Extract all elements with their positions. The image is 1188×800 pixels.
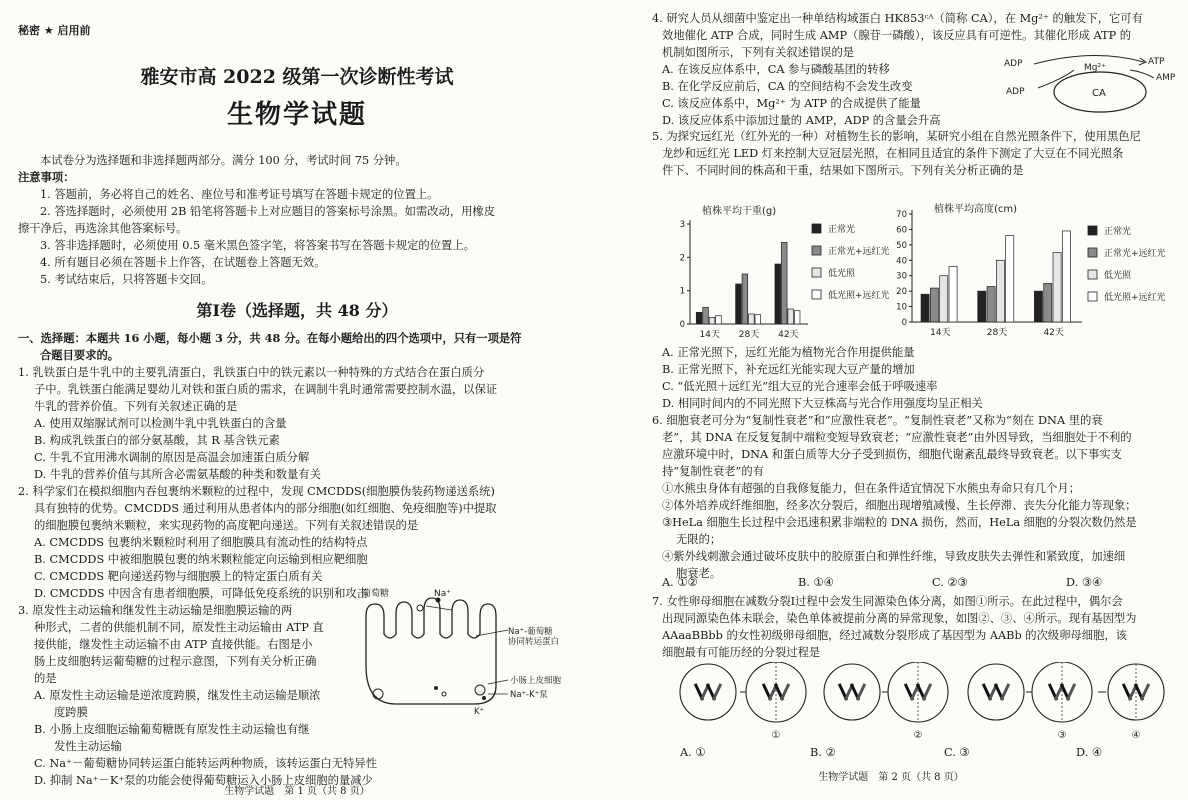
q3-option-a: A. 原发性主动运输是逆浓度跨膜，继发性主动运输是顺浓 [34,689,321,702]
q6-statement-4: 胞衰老。 [676,567,722,580]
q1-option-d: D. 牛乳的营养价值与其所含必需氨基酸的种类和数量有关 [34,468,321,481]
q1-stem: 子中。乳铁蛋白能满足婴幼儿对铁和蛋白质的需求，在调制牛乳时通常需要控制水温，以保证 [34,383,498,396]
q6-statement-3: ③HeLa 细胞生长过程中会迅速积累非端粒的 DNA 损伤，然而，HeLa 细胞的分裂次数仍然是 [662,516,1137,529]
dry-weight-chart [662,200,894,346]
bar-正常光 [921,294,929,322]
cell [824,664,880,720]
q3-stem: 种形式，二者的供能机制不同，原发性主动运输由 ATP 直 [34,621,324,634]
figure-label: ① [771,730,781,741]
epithelial-cell-outline [366,598,496,704]
notes-heading: 注意事项： [18,170,75,184]
figure-label: ② [913,730,923,741]
bar-低光照 [940,276,948,322]
q7-stem: 出现同源染色体未联会，染色单体被提前分离的异常现象，如图②、③、④所示。现有基因型为 [662,612,1137,625]
exam-title: 雅安市高 2022 级第一次诊断性考试 [140,66,454,88]
q4-mechanism-diagram [1004,48,1182,120]
y-tick-label: 2 [679,253,685,264]
label-cell: 小肠上皮细胞 [510,676,562,686]
q4-stem: 效地催化 ATP 合成，同时生成 AMP（腺苷一磷酸），该反应具有可逆性。其催化形成 ATP 的 [662,29,1132,42]
q3-cell-diagram [356,586,582,718]
legend-label: 低光照+远红光 [1104,293,1166,303]
q1-option-b: B. 构成乳铁蛋白的部分氨基酸，其 R 基含铁元素 [34,434,280,447]
q5-option-b: B. 正常光照下，补充远红光能实现大豆产量的增加 [662,363,915,376]
x-tick-label: 14天 [699,330,720,340]
q3-stem: 3. 原发性主动运输和继发性主动运输是细胞膜运输的两 [18,604,293,617]
label-mg: Mg²⁺ [1084,63,1106,73]
label-cotransporter: Na⁺-葡萄糖 [508,627,553,637]
q5-stem: 件下、不同时间的株高和干重，结果如下图所示。下列有关分析正确的是 [662,164,1024,177]
bar-低光照 [1053,253,1061,322]
q6-stem: 应激环境中时，DNA 和蛋白质等大分子受到损伤，细胞代谢紊乱最终导致衰老。以下事实支 [662,448,1122,461]
q7-stem: 细胞最有可能历经的分裂过程是 [662,646,821,659]
y-tick-label: 1 [679,286,685,297]
x-tick-label: 28天 [738,330,760,340]
q2-stem: 2. 科学家们在模拟细胞内吞包裹纳米颗粒的过程中，发现 CMCDDS(细胞膜伪装药物递送系统) [18,485,495,498]
q3-option-c: C. Na⁺－葡萄糖协同转运蛋白能转运两种物质，该转运蛋白无特异性 [34,757,378,770]
note-line: 5. 考试结束后，只将答题卡交回。 [40,273,213,286]
note-line: 1. 答题前，务必将自己的姓名、座位号和准考证号填写在答题卡规定的位置上。 [40,188,439,201]
q2-option-c: C. CMCDDS 靶向递送药物与细胞膜上的特定蛋白质有关 [34,570,323,583]
q2-option-a: A. CMCDDS 包裹纳米颗粒时利用了细胞膜具有流动性的结构特点 [34,536,368,549]
glucose-molecule [417,605,423,611]
chromosome [856,683,866,701]
label-pump: Na⁺-K⁺泵 [510,690,548,700]
q3-option-d: D. 抑制 Na⁺－K⁺泵的功能会使得葡萄糖运入小肠上皮细胞的量减少 [34,774,373,787]
q7-option-d: D. ④ [1076,746,1102,759]
chromosome [1140,683,1150,701]
bar-正常光 [736,284,742,324]
y-tick-label: 0 [901,318,907,328]
q6-option-a: A. ①② [662,576,698,589]
q4-option-d: D. 该反应体系中添加过量的 AMP，ADP 的含量会升高 [662,114,941,127]
y-tick-label: 3 [679,220,685,230]
label-glucose: 葡萄糖 [362,589,390,599]
label-atp: ATP [1148,57,1165,67]
label-na: Na⁺ [434,589,451,599]
cell [680,664,736,720]
chromosome [922,683,932,701]
plant-height-chart [884,196,1184,346]
bar-正常光 [696,312,702,324]
chromosome [780,683,790,701]
chart-title: 植株平均高度(cm) [934,204,1018,215]
chromosome [1000,683,1010,701]
q6-option-d: D. ③④ [1066,576,1103,589]
bar-低光照 [996,260,1004,322]
bar-正常光 [978,291,986,322]
legend-label: 正常光 [1104,227,1132,237]
q6-options [662,574,1182,591]
q7-stem: AAaaBBbb 的女性初级卵母细胞，经过减数分裂形成了基因型为 AABb 的次级卵母细胞，该 [662,629,1127,642]
q5-option-d: D. 相同时间内的不同光照下大豆株高与光合作用强度均呈正相关 [662,397,983,410]
bar-正常光+远红光 [1044,283,1052,322]
legend-swatch [1088,270,1097,279]
note-line: 2. 答选择题时，必须使用 2B 铅笔将答题卡上对应题目的答案标号涂黑。如需改动，用橡皮 [40,205,496,218]
q6-stem: 老”，其 DNA 在反复复制中端粒变短导致衰老；“应激性衰老”由外因导致，当细胞处于不利的 [662,431,1132,444]
section-instruction: 一、选择题：本题共 16 小题，每小题 3 分，共 48 分。在每小题给出的四个选项中，只有一项是符 [18,331,522,345]
bar-正常光+远红光 [742,274,748,324]
q4-option-a: A. 在该反应体系中，CA 参与磷酸基团的转移 [662,63,890,76]
q7-meiosis-diagram [678,662,1178,742]
q2-stem: 具有独特的优势。CMCDDS 通过利用从患者体内的部分细胞(如红细胞、免疫细胞等)中提取 [34,502,497,515]
legend-label: 正常光+远红光 [828,247,890,257]
y-tick-label: 50 [896,240,907,251]
q4-stem: 机制如图所示，下列有关叙述错误的是 [662,46,855,59]
y-tick-label: 0 [679,320,685,330]
q6-statement-1: ①水熊虫身体有超强的自我修复能力，但在条件适宜情况下水熊虫寿命只有几个月； [662,482,1080,495]
confidential-label: 秘密 ★ 启用前 [18,24,91,37]
q3-stem: 的是 [34,672,57,685]
bar-正常光+远红光 [781,242,787,324]
q3-stem: 接供能，继发性主动运输不由 ATP 直接供能。右图是小 [34,638,313,651]
label-k: K⁺ [474,707,485,717]
y-tick-label: 10 [896,302,907,313]
q6-stem: 6. 细胞衰老可分为“复制性衰老”和“应激性衰老”。“复制性衰老”又称为“刻在 DNA 里的衰 [652,414,1103,427]
bar-正常光+远红光 [930,288,938,322]
bar-正常光+远红光 [987,287,995,322]
bar-低光照+远红光 [716,316,722,324]
bar-正常光 [1034,291,1042,322]
y-tick-label: 30 [896,271,907,282]
q4-option-c: C. 该反应体系中，Mg²⁺ 为 ATP 的合成提供了能量 [662,97,921,110]
legend-swatch [1088,248,1097,257]
bar-正常光 [775,264,781,324]
legend-swatch [812,246,821,255]
y-tick-label: 20 [896,287,907,298]
q6-statement-4: ④紫外线刺激会通过破坏皮肤中的胶原蛋白和弹性纤维，导致皮肤失去弹性和紧致度，加速细 [662,550,1126,563]
q4-option-b: B. 在化学反应前后，CA 的空间结构不会发生改变 [662,80,913,93]
legend-swatch [1088,292,1097,301]
bar-低光照+远红光 [949,266,957,322]
legend-swatch [812,268,821,277]
x-tick-label: 42天 [778,330,799,340]
bar-正常光+远红光 [703,307,709,324]
label-adp-1: ADP [1004,59,1023,69]
q7-option-b: B. ② [810,746,836,759]
cell [968,664,1024,720]
bar-低光照+远红光 [1006,236,1014,322]
q6-option-c: C. ②③ [932,576,968,589]
q1-stem: 牛乳的营养价值。下列有关叙述正确的是 [34,400,238,413]
legend-label: 正常光 [828,225,856,235]
note-line: 4. 所有题目必须在答题卡上作答，在试题卷上答题无效。 [40,256,326,269]
label-ca: CA [1092,88,1106,99]
legend-label: 低光照 [1104,271,1132,281]
q3-option-a: 度跨膜 [54,706,88,719]
note-line: 擦干净后，再选涂其他答案标号。 [18,222,188,235]
chromosome [712,683,722,701]
basal-transporter [373,689,383,699]
q4-stem: 4. 研究人员从细菌中鉴定出一种单结构域蛋白 HK853ᶜᴬ（简称 CA），在 Mg²⁺ 的触发下，它可有 [652,12,1143,25]
q7-option-a: A. ① [680,746,706,759]
q7-stem: 7. 女性卵母细胞在减数分裂Ⅰ过程中会发生同源染色体分离，如图①所示。在此过程中，偶尔会 [652,595,1123,608]
intro-text: 本试卷分为选择题和非选择题两部分。满分 100 分，考试时间 75 分钟。 [40,154,407,167]
q2-stem: 的细胞膜包裹纳米颗粒，来实现药物的高度靶向递送。下列有关叙述错误的是 [34,519,419,532]
bar-低光照 [788,309,794,324]
q6-statement-2: ②体外培养成纤维细胞，经多次分裂后，细胞出现增殖减慢、生长停滞、丧失分化能力等现象； [662,499,1137,512]
q1-stem: 1. 乳铁蛋白是牛乳中的主要乳清蛋白，乳铁蛋白中的铁元素以一种特殊的方式结合在蛋白质分 [18,366,485,379]
q6-stem: 持“复制性衰老”的有 [662,465,764,478]
bar-低光照 [749,314,755,324]
na-k-pump [475,685,485,695]
label-adp-2: ADP [1006,87,1025,97]
legend-label: 低光照 [828,269,856,279]
q5-stem: 5. 为探究远红光（红外光的一种）对植物生长的影响，某研究小组在自然光照条件下，使用黑色尼 [652,130,1141,143]
q5-stem: 龙纱和远红光 LED 灯来控制大豆冠层光照，在相同且适宜的条件下测定了大豆在不同光照条 [662,147,1124,160]
q6-option-b: B. ①④ [798,576,834,589]
q3-stem: 肠上皮细胞转运葡萄糖的过程示意图，下列有关分析正确 [34,655,317,668]
q1-option-a: A. 使用双缩脲试剂可以检测牛乳中乳铁蛋白的含量 [34,417,287,430]
page-footer: 生物学试题 第 2 页（共 8 页） [818,772,964,783]
q1-option-c: C. 牛乳不宜用沸水调制的原因是高温会加速蛋白质分解 [34,451,310,464]
bar-低光照+远红光 [794,311,800,324]
page-footer: 生物学试题 第 1 页（共 8 页） [224,786,370,797]
q5-option-c: C. “低光照＋远红光”组大豆的光合速率会低于呼吸速率 [662,380,938,393]
legend-label: 低光照+远红光 [828,291,890,301]
x-tick-label: 42天 [1043,328,1064,338]
q3-option-b: 发性主动运输 [54,740,122,753]
section-instruction: 合题目要求的。 [40,348,120,362]
y-tick-label: 40 [896,256,907,267]
q6-statement-3: 无限的； [676,533,722,546]
q2-option-d: D. CMCDDS 中因含有患者细胞膜，可降低免疫系统的识别和攻击 [34,587,368,600]
bar-低光照 [709,317,715,324]
bar-低光照+远红光 [1062,231,1070,322]
legend-label: 正常光+远红光 [1104,249,1166,259]
x-tick-label: 28天 [986,328,1008,338]
q5-option-a: A. 正常光照下，远红光能为植物光合作用提供能量 [662,346,915,359]
note-line: 3. 答非选择题时，必须使用 0.5 毫米黑色签字笔，将答案书写在答题卡规定的位置上。 [40,239,475,252]
q3-option-b: B. 小肠上皮细胞运输葡萄糖既有原发性主动运输也有继 [34,723,310,736]
legend-swatch [1088,226,1097,235]
label-cotransporter-2: 协同转运蛋白 [508,637,560,647]
figure-label: ③ [1057,730,1067,741]
label-amp: AMP [1156,73,1176,83]
legend-swatch [812,224,821,233]
q7-option-c: C. ③ [944,746,970,759]
q2-option-b: B. CMCDDS 中被细胞膜包裹的纳米颗粒能定向运输到相应靶细胞 [34,553,368,566]
y-tick-label: 70 [896,210,907,220]
legend-swatch [812,290,821,299]
bar-低光照+远红光 [755,315,761,324]
figure-label: ④ [1131,730,1141,741]
chromosome [1066,683,1076,701]
x-tick-label: 14天 [930,328,951,338]
chart-title: 植株平均干重(g) [702,206,777,217]
section-title: 第Ⅰ卷（选择题，共 48 分） [196,301,398,320]
subject-title: 生物学试题 [226,100,367,130]
y-tick-label: 60 [896,225,907,236]
right-page [594,0,1188,800]
